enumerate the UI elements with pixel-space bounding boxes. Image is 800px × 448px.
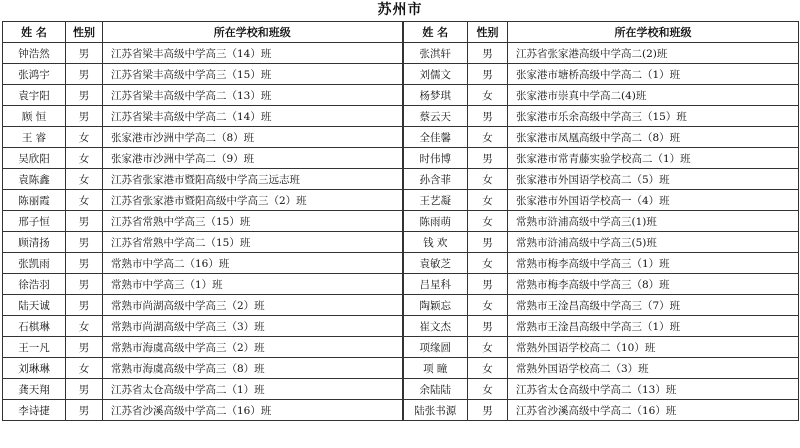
right-name-cell: 崔文杰 [403,316,468,337]
header-school-left: 所在学校和班级 [103,22,403,43]
left-gender-cell: 女 [66,316,103,337]
left-name-cell: 顾 恒 [3,106,66,127]
right-gender-cell: 女 [468,379,508,400]
right-name-cell: 陈雨萌 [403,211,468,232]
right-school-cell: 张家港市乐余高级中学高三（15）班 [508,106,799,127]
right-gender-cell: 男 [468,274,508,295]
right-school-cell: 江苏省太仓高级中学高二（13）班 [508,379,799,400]
right-school-cell: 张家港市外国语学校高二（5）班 [508,169,799,190]
right-name-cell: 全佳馨 [403,127,468,148]
table-row [3,106,799,127]
right-gender-cell: 女 [468,253,508,274]
header-name-right: 姓 名 [403,22,468,43]
right-school-cell: 常熟市浒浦高级中学高三(1)班 [508,211,799,232]
left-gender-cell: 男 [66,232,103,253]
header-gender-right: 性别 [468,22,508,43]
left-school-cell: 常熟市中学高三（1）班 [103,274,403,295]
left-name-cell: 陆天诚 [3,295,66,316]
right-school-cell: 江苏省沙溪高级中学高二（16）班 [508,400,799,421]
left-name-cell: 王 睿 [3,127,66,148]
left-gender-cell: 女 [66,169,103,190]
right-gender-cell: 女 [468,127,508,148]
table-row [3,316,799,337]
table-row [3,169,799,190]
header-school-right: 所在学校和班级 [508,22,799,43]
right-name-cell: 陆张书源 [403,400,468,421]
left-school-cell: 张家港市沙洲中学高二（9）班 [103,148,403,169]
table-row [3,400,799,421]
right-gender-cell: 女 [468,169,508,190]
right-name-cell: 吕星科 [403,274,468,295]
left-school-cell: 张家港市沙洲中学高二（8）班 [103,127,403,148]
left-school-cell: 江苏省梁丰高级中学高二（13）班 [103,85,403,106]
right-gender-cell: 女 [468,211,508,232]
table-row [3,85,799,106]
table-header-row [3,22,799,43]
right-gender-cell: 女 [468,295,508,316]
table-row [3,337,799,358]
left-name-cell: 顾清扬 [3,232,66,253]
right-name-cell: 蔡云天 [403,106,468,127]
right-name-cell: 陶颖忘 [403,295,468,316]
right-gender-cell: 男 [468,43,508,64]
left-gender-cell: 男 [66,64,103,85]
table-row [3,127,799,148]
left-name-cell: 张凯雨 [3,253,66,274]
right-school-cell: 常熟外国语学校高二（3）班 [508,358,799,379]
table-row [3,232,799,253]
right-name-cell: 项 瞳 [403,358,468,379]
right-school-cell: 江苏省张家港高级中学高二(2)班 [508,43,799,64]
table-row [3,43,799,64]
table-row [3,148,799,169]
left-school-cell: 常熟市海虞高级中学高三（2）班 [103,337,403,358]
left-school-cell: 江苏省常熟中学高二（15）班 [103,232,403,253]
left-name-cell: 陈丽霞 [3,190,66,211]
table-row [3,211,799,232]
left-name-cell: 徐浩羽 [3,274,66,295]
right-gender-cell: 男 [468,232,508,253]
left-name-cell: 吴欣阳 [3,148,66,169]
left-name-cell: 龚天翔 [3,379,66,400]
right-name-cell: 张淇轩 [403,43,468,64]
left-school-cell: 常熟市尚湖高级中学高三（3）班 [103,316,403,337]
left-gender-cell: 男 [66,253,103,274]
right-school-cell: 常熟市浒浦高级中学高三(5)班 [508,232,799,253]
right-gender-cell: 女 [468,337,508,358]
left-school-cell: 江苏省梁丰高级中学高三（14）班 [103,43,403,64]
left-name-cell: 钟浩然 [3,43,66,64]
page-title: 苏州市 [377,2,423,18]
right-name-cell: 余陆陆 [403,379,468,400]
table-row [3,295,799,316]
right-name-cell: 袁敏芝 [403,253,468,274]
left-gender-cell: 男 [66,43,103,64]
student-roster-table [2,21,799,421]
left-gender-cell: 男 [66,85,103,106]
right-gender-cell: 男 [468,400,508,421]
left-gender-cell: 男 [66,379,103,400]
right-school-cell: 张家港市凤凰高级中学高二（8）班 [508,127,799,148]
table-row [3,379,799,400]
left-name-cell: 刘琳琳 [3,358,66,379]
left-school-cell: 常熟市尚湖高级中学高三（2）班 [103,295,403,316]
right-name-cell: 杨梦琪 [403,85,468,106]
left-school-cell: 江苏省张家港市暨阳高级中学高三远志班 [103,169,403,190]
right-gender-cell: 男 [468,316,508,337]
left-school-cell: 常熟市海虞高级中学高三（8）班 [103,358,403,379]
table-row [3,253,799,274]
left-gender-cell: 女 [66,127,103,148]
table-row [3,64,799,85]
right-school-cell: 常熟外国语学校高二（10）班 [508,337,799,358]
right-school-cell: 张家港市常青藤实验学校高二（1）班 [508,148,799,169]
left-school-cell: 江苏省太仓高级中学高二（1）班 [103,379,403,400]
left-name-cell: 张鸿宇 [3,64,66,85]
left-name-cell: 王一凡 [3,337,66,358]
right-school-cell: 常熟市梅李高级中学高三（8）班 [508,274,799,295]
left-name-cell: 石棋琳 [3,316,66,337]
left-gender-cell: 男 [66,211,103,232]
right-gender-cell: 男 [468,106,508,127]
left-school-cell: 江苏省梁丰高级中学高三（15）班 [103,64,403,85]
left-name-cell: 邢子恒 [3,211,66,232]
right-gender-cell: 女 [468,85,508,106]
table-row [3,274,799,295]
right-name-cell: 时伟博 [403,148,468,169]
right-school-cell: 常熟市王淦昌高级中学高三（1）班 [508,316,799,337]
left-gender-cell: 女 [66,190,103,211]
left-name-cell: 袁宇阳 [3,85,66,106]
left-school-cell: 江苏省张家港市暨阳高级中学高三（2）班 [103,190,403,211]
right-name-cell: 刘儒文 [403,64,468,85]
left-gender-cell: 男 [66,106,103,127]
right-gender-cell: 男 [468,148,508,169]
right-name-cell: 项缘圆 [403,337,468,358]
table-body [3,43,799,421]
left-name-cell: 李诗捷 [3,400,66,421]
left-gender-cell: 女 [66,358,103,379]
right-school-cell: 张家港市塘桥高级中学高二（1）班 [508,64,799,85]
right-school-cell: 常熟市梅李高级中学高三（1）班 [508,253,799,274]
table-row [3,190,799,211]
right-gender-cell: 女 [468,190,508,211]
left-gender-cell: 男 [66,337,103,358]
right-gender-cell: 男 [468,64,508,85]
left-school-cell: 江苏省梁丰高级中学高二（14）班 [103,106,403,127]
left-school-cell: 常熟市中学高二（16）班 [103,253,403,274]
right-school-cell: 张家港市外国语学校高一（4）班 [508,190,799,211]
right-school-cell: 常熟市王淦昌高级中学高三（7）班 [508,295,799,316]
right-school-cell: 张家港市崇真中学高二(4)班 [508,85,799,106]
left-school-cell: 江苏省常熟中学高三（15）班 [103,211,403,232]
right-name-cell: 王艺凝 [403,190,468,211]
table-row [3,358,799,379]
right-name-cell: 孙含菲 [403,169,468,190]
left-gender-cell: 男 [66,295,103,316]
left-gender-cell: 男 [66,400,103,421]
header-gender-left: 性别 [66,22,103,43]
header-name-left: 姓 名 [3,22,66,43]
right-gender-cell: 女 [468,358,508,379]
right-name-cell: 钱 欢 [403,232,468,253]
left-gender-cell: 男 [66,274,103,295]
left-name-cell: 袁陈鑫 [3,169,66,190]
left-school-cell: 江苏省沙溪高级中学高二（16）班 [103,400,403,421]
left-gender-cell: 女 [66,148,103,169]
